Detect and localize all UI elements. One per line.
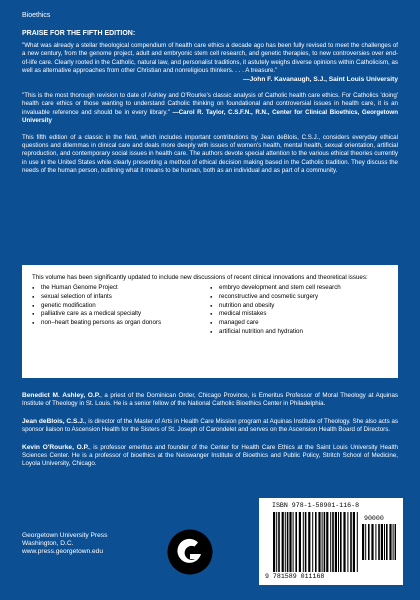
barcode-bar (293, 512, 294, 572)
isbn-text: ISBN 978-1-58901-116-8 (272, 502, 360, 509)
list-item: ● genetic modification (32, 302, 210, 311)
praise-heading: PRAISE FOR THE FIFTH EDITION: (22, 30, 136, 37)
bio-deblois (22, 418, 398, 435)
barcode-bar (299, 512, 301, 572)
publisher-url[interactable]: www.press.georgetown.edu (22, 548, 104, 556)
isbn-barcode (259, 498, 403, 585)
barcode-bar (332, 512, 334, 572)
barcode-bar (322, 512, 323, 572)
barcode-bar (289, 512, 291, 572)
updates-left-column (32, 284, 210, 336)
barcode-bar (295, 512, 297, 572)
barcode-bar (315, 512, 317, 572)
quote-1: "What was already a stellar theological compendium of health care ethics a decade ago has been fully revised to meet the challenges of a new century, from the genome project, adult and embryonic stem cell research, and genetic therapies, to new controversies over end-of-life care. Clearly rooted in the Catholic, natural law, and personalist traditions, it astutely weighs diverse opinions within Catholicism, as well as alternative approaches from other Christian and nonreligious thinkers. . . . A treasure." (22, 42, 398, 75)
list-item: ● non–heart beating persons as organ donors (32, 319, 210, 328)
barcode-bar (338, 512, 339, 572)
list-item: ● nutrition and obesity (210, 302, 388, 311)
bio-text: , is director of the Master of Arts in Health Care Mission program at Aquinas Institute of Theology. She also acts as sponsor liaison to Ascension Health for the Sisters of St. Joseph of Carondelet and serves on the Ascension Health Board of Directors. (22, 417, 398, 434)
barcode-bar (371, 524, 373, 560)
list-item: ● embryo development and stem cell research (210, 284, 388, 293)
ean-digits: 9 781589 011168 (265, 573, 325, 580)
barcode-bar (324, 512, 326, 572)
price-code: 90000 (364, 515, 384, 522)
main-barcode-icon (273, 512, 359, 572)
publisher-logo-icon (167, 529, 213, 575)
bio-text: , a priest of the Dominican Order, Chicago Province, is Emeritus Professor of Moral Theology at Aquinas Institute of Theology in St. Louis. He is a senior fellow of the National Catholic Bioethics Center in Philadelphia. (22, 392, 398, 408)
list-item: ● reconstructive and cosmetic surgery (210, 293, 388, 302)
barcode-bar (318, 512, 320, 572)
publisher-info (22, 532, 107, 557)
quote-2 (22, 92, 398, 126)
list-item: ● managed care (210, 319, 388, 328)
barcode-bar (362, 524, 364, 560)
author-bios (22, 392, 398, 478)
barcode-bar (368, 524, 370, 560)
barcode-bar (276, 512, 277, 572)
barcode-bar (287, 512, 289, 572)
barcode-bar (305, 512, 307, 572)
updates-box (22, 265, 398, 378)
list-item: ● sexual selection of infants (32, 293, 210, 302)
barcode-bar (278, 512, 280, 572)
barcode-bar (384, 524, 385, 560)
barcode-bar (312, 512, 313, 572)
category-label: Bioethics (22, 12, 51, 19)
barcode-bar (326, 512, 328, 572)
barcode-bar (365, 524, 366, 560)
barcode-bar (330, 512, 331, 572)
list-item: ● the Human Genome Project (32, 284, 210, 293)
barcode-bar (303, 512, 304, 572)
publisher-city: Washington, D.C. (22, 540, 74, 548)
barcode-bar (378, 524, 380, 560)
bio-orourke (22, 444, 398, 469)
barcode-bar (386, 524, 388, 560)
publisher-name: Georgetown University Press (22, 532, 108, 539)
quote-2-attribution: —Carol R. Taylor, C.S.F.N., R.N., Center for Clinical Bioethics, Georgetown University (22, 108, 398, 125)
quote-2-text: "This is the most thorough revision to date of Ashley and O'Rourke's classic analysis of Catholic health care ethics. For Catholics 'doing' health care ethics or those wanting to understand Catholic thinking on foundational and controversial issues in health care, it is an invaluable reference and should be in every library." (22, 92, 398, 116)
updates-intro: This volume has been significantly updated to include new discussions of recent clinical innovations and theoretical issues: (32, 274, 368, 281)
barcode-bar (308, 512, 310, 572)
back-cover-text (22, 12, 398, 176)
author-name: Benedict M. Ashley, O.P. (22, 392, 101, 399)
list-item: ● artificial nutrition and hydration (210, 328, 388, 337)
quote-1-attribution: —John F. Kavanaugh, S.J., Saint Louis University (243, 75, 398, 83)
barcode-bar (340, 512, 342, 572)
author-name: Jean deBlois, C.S.J. (22, 417, 85, 425)
barcode-bar (375, 524, 376, 560)
list-item: ● palliative care as a medical specialty (32, 310, 210, 319)
barcode-bar (343, 512, 345, 572)
bio-text: , is professor emeritus and founder of the Center for Health Care Ethics at the Saint Louis University Health Sciences Center. He is a professor of bioethics at the Neiswanger Institute of Bioethics and Public Policy, Stritch School of Medicine, Loyola University, Chicago. (22, 443, 398, 468)
list-item: ● medical mistakes (210, 310, 388, 319)
barcode-bar (389, 524, 391, 560)
barcode-bar (347, 512, 348, 572)
description: This fifth edition of a classic in the field, which includes important contributions by Jean deBlois, C.S.J., considers everyday ethical questions and dilemmas in clinical care and deals more deeply with issues of women's health, mental health, sexual orientation, artificial reproduction, and contemporary social issues in health care. The authors devote special attention to the various ethical theories currently in use in the United States while clearly presenting a method of ethical decision making based in the Catholic tradition. They discuss the needs of the human person, outlining what it means to be human, both as an individual and as part of a community. (22, 133, 398, 175)
author-name: Kevin O'Rourke, O.P. (22, 443, 89, 451)
barcode-bar (273, 512, 275, 572)
barcode-bar (393, 524, 394, 560)
addon-barcode-icon (362, 524, 396, 560)
barcode-bar (285, 512, 286, 572)
updates-right-column (210, 284, 388, 336)
barcode-bar (335, 512, 337, 572)
barcode-bar (353, 512, 355, 572)
barcode-bar (381, 524, 383, 560)
barcode-bar (282, 512, 284, 572)
bio-ashley (22, 392, 398, 409)
barcode-bar (350, 512, 352, 572)
barcode-bar (395, 524, 396, 560)
barcode-bar (357, 512, 358, 572)
